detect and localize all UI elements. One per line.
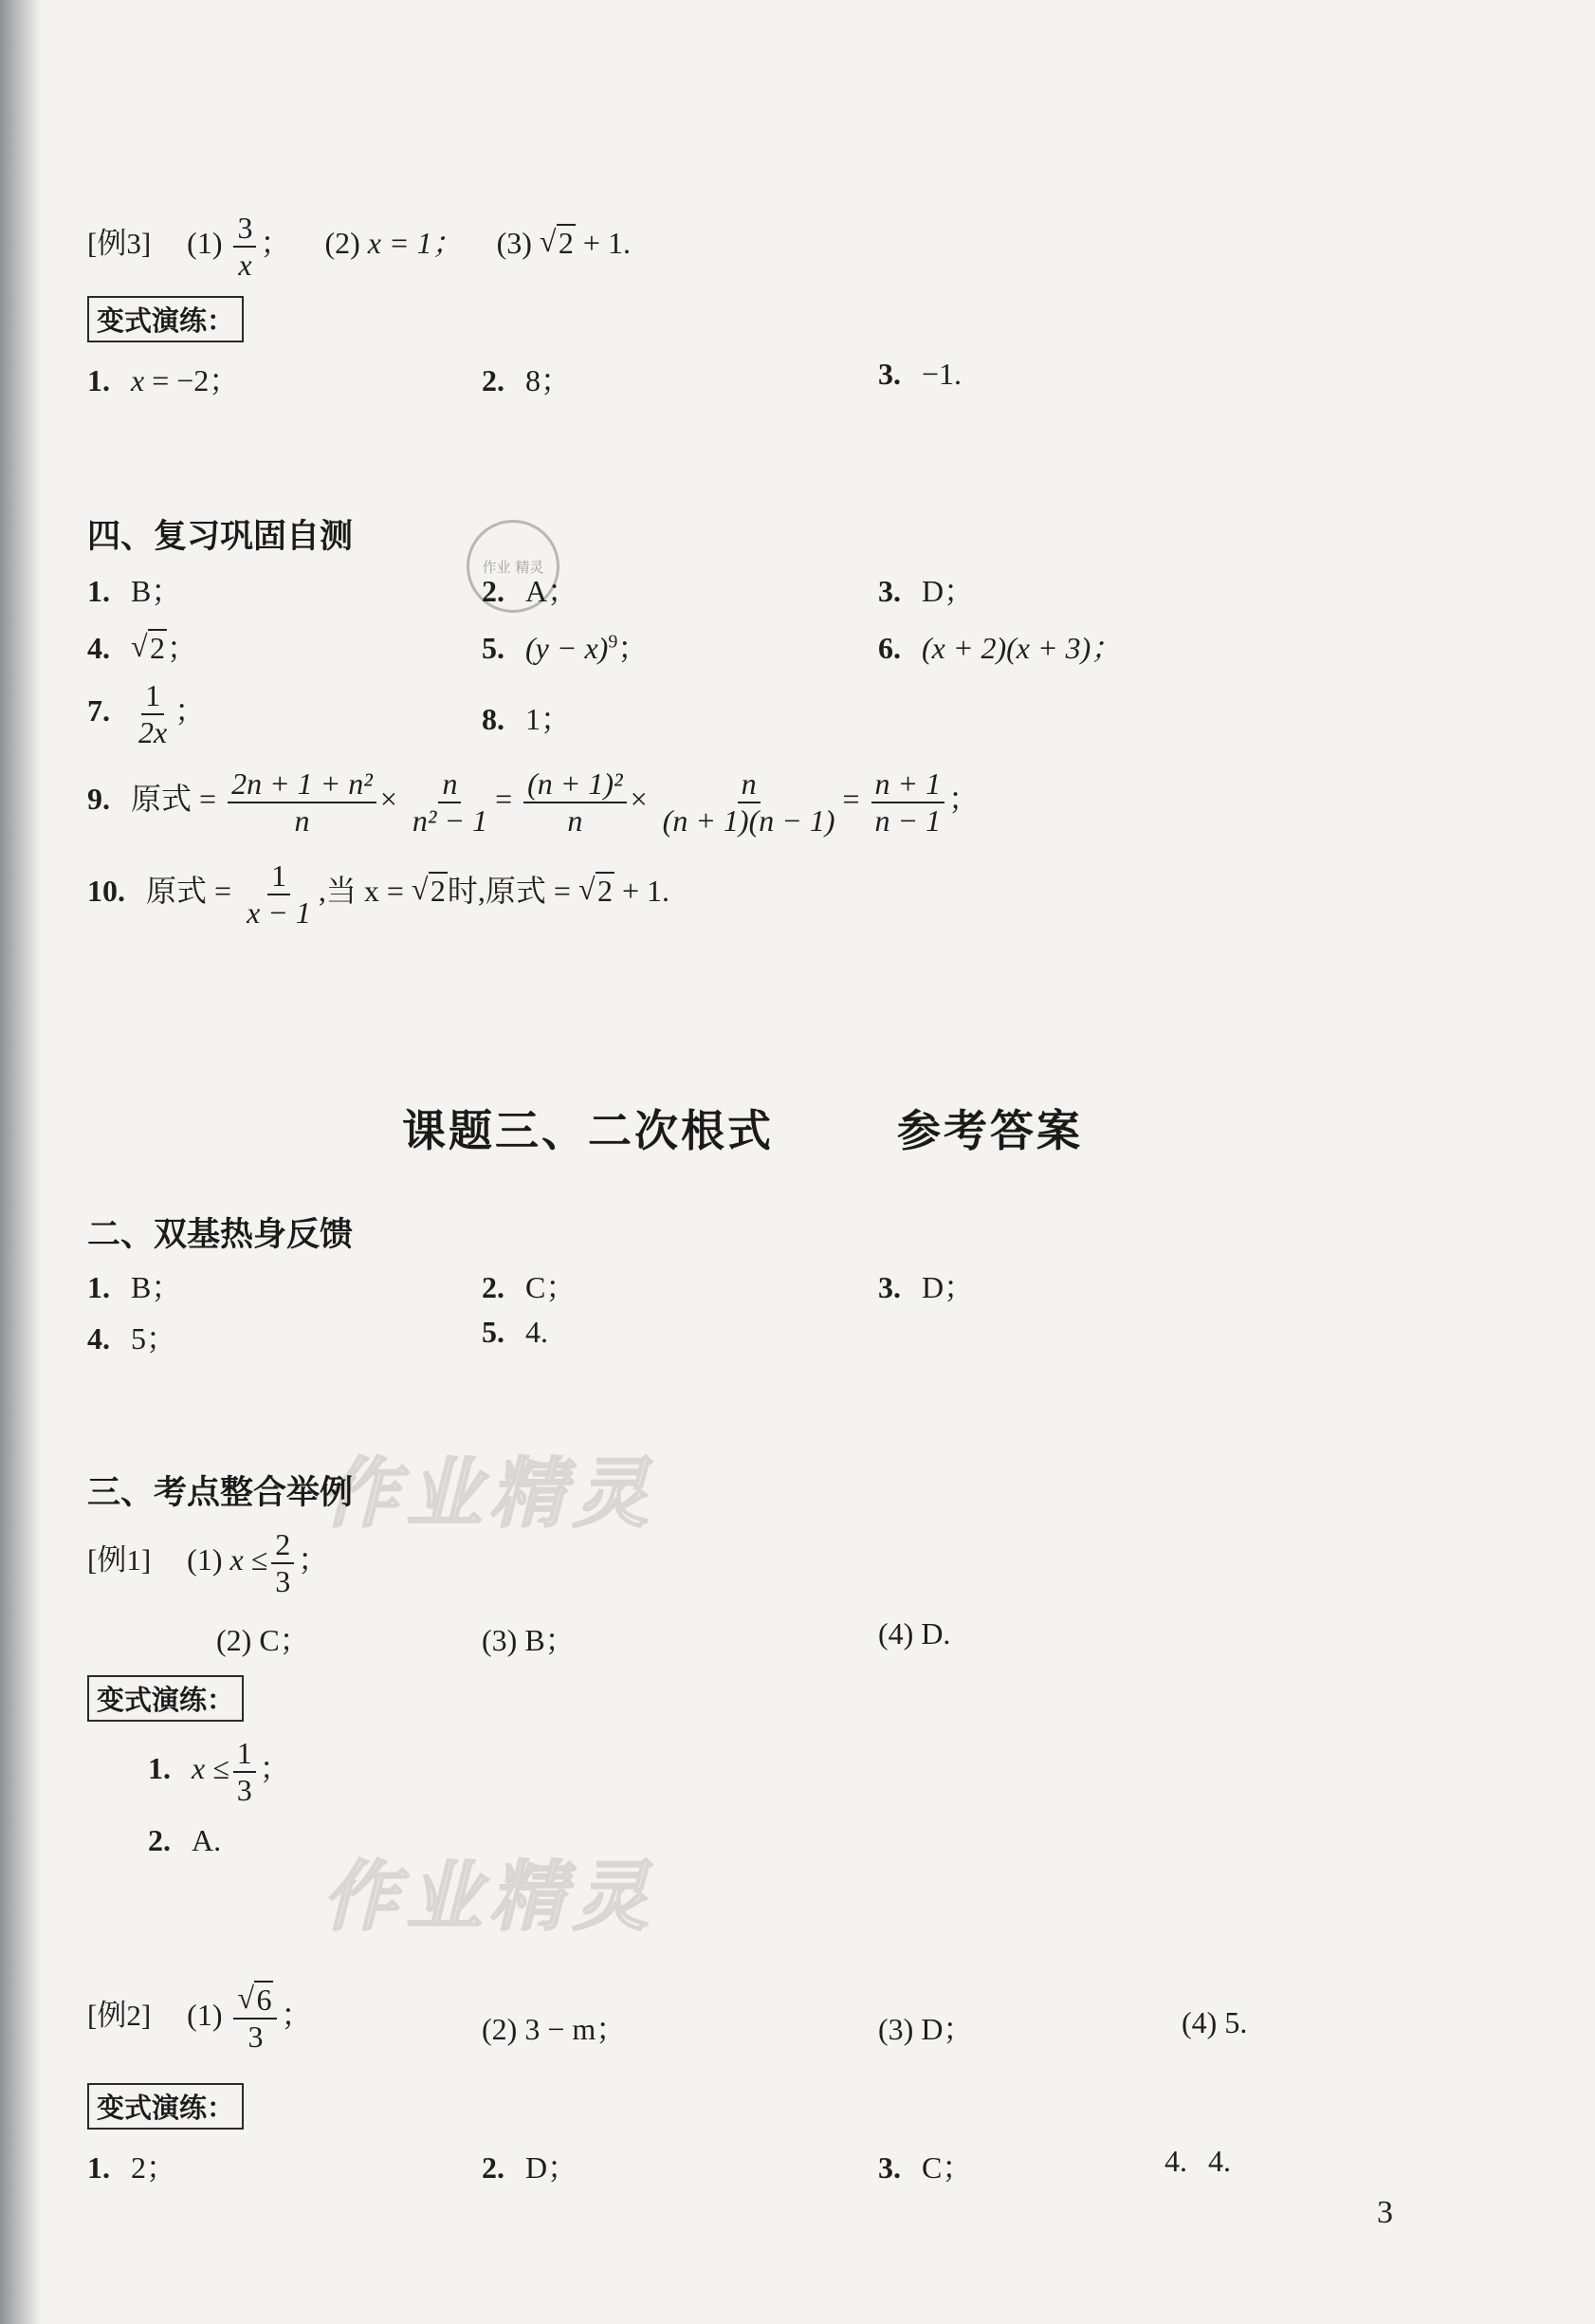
list-item: 3. D； (878, 1270, 975, 1304)
fraction: $\frac{3}{x}$ (233, 211, 256, 283)
page-number: 3 (1377, 2195, 1393, 2230)
watermark: 作业精灵 (322, 1449, 656, 1538)
example-2-answer: [例2] (1) √ $\frac{6}{3}$ ； (87, 1983, 311, 2055)
fraction: $\frac{1}{3}$ (233, 1736, 256, 1808)
list-item: 5. $(y - x)^9$； (482, 631, 649, 665)
list-item: 3. D； (878, 574, 975, 608)
fraction: $\frac{\text{(n + 1)²}}{n}$ (523, 766, 627, 839)
list-item: 1. x ≤ $\frac{1}{3}$ ； (148, 1736, 290, 1807)
list-item: (2) 3 − m； (482, 2012, 627, 2046)
list-item: 1. B； (87, 574, 182, 608)
example-1-label: [例1] (87, 1543, 152, 1577)
section-heading-warmup: 二、双基热身反馈 (87, 1216, 354, 1254)
list-item: (2) C； (216, 1623, 310, 1657)
list-item: (3) B； (482, 1623, 576, 1657)
example-3-label: [例3] (87, 227, 152, 261)
example-1-answer: [例1] (1) x ≤ $\frac{2}{3}$ ； (87, 1527, 329, 1598)
radical: √ 2 (540, 226, 576, 261)
fraction: $\frac{n}{(n + 1)(n - 1)}$ (662, 766, 835, 838)
fraction: $\frac{n}{\text{n² − 1}}$ (412, 766, 488, 838)
section-heading-examples: 三、考点整合举例 (87, 1474, 354, 1512)
example-3-answer: [例3] (1) $\frac{3}{x}$ ； (2) x = 1； (3) √ 2 + 1. (87, 211, 631, 283)
practice-label-box: 变式演练： (87, 296, 244, 342)
list-item: 2. A. (148, 1823, 222, 1857)
practice-label-box: 变式演练： (87, 2083, 244, 2130)
list-item: 1. x = −2； (87, 363, 240, 397)
fraction: $\frac{1}{2x}$ (138, 678, 168, 749)
practice-label-box: 变式演练： (87, 1675, 244, 1722)
list-item: 2. C； (482, 1270, 577, 1304)
list-item: 2. D； (482, 2150, 578, 2185)
list-item: 7. $\frac{1}{2x}$ ； (87, 678, 206, 749)
list-item: 8. 1； (482, 702, 572, 736)
list-item: 2. 8； (482, 363, 572, 397)
fraction: $\frac{n + 1}{n - 1}$ (871, 766, 945, 839)
lesson-title: 课题三、二次根式 (402, 1105, 774, 1156)
watermark: 作业精灵 (322, 1853, 656, 1941)
list-item: 4. 5； (87, 1321, 177, 1356)
fraction: √ $\frac{6}{3}$ (233, 1983, 277, 2055)
list-item: 4. 4. (1164, 2144, 1231, 2178)
list-item: 1. B； (87, 1270, 182, 1304)
list-item: (4) D. (878, 1616, 951, 1651)
section-heading-review: 四、复习巩固自测 (87, 518, 354, 556)
list-item: (3) D； (878, 2012, 974, 2046)
fraction: $\frac{2}{3}$ (271, 1527, 294, 1599)
list-item: 5. 4. (482, 1315, 548, 1349)
radical: √ 6 (237, 1983, 273, 2018)
list-item: 3. −1. (878, 357, 962, 391)
list-item: 1. 2； (87, 2150, 177, 2185)
list-item: 9. 原式 = $\frac{\text{2n + 1 + n²}}{n}$ × $\frac{n}{\text{n² − 1}}$ = $\frac{\text{(n + 1)²}}{n}$ × $\frac{n}{(n + 1)(n - 1)}$ = $\frac{n + 1}{n - 1}$ ； (87, 766, 980, 838)
list-item: 4.√ 2； (87, 624, 197, 668)
list-item: 3. C； (878, 2150, 973, 2185)
watermark-seal: 作业 精灵 (467, 520, 559, 613)
fraction: $\frac{1}{x - 1}$ (247, 858, 311, 930)
radical: √ 2 (578, 874, 614, 909)
example-2-label: [例2] (87, 1999, 152, 2033)
book-spine-shadow (0, 0, 42, 2324)
list-item: 2. A； (482, 574, 578, 608)
fraction: $\frac{\text{2n + 1 + n²}}{n}$ (228, 766, 376, 839)
list-item: (4) 5. (1182, 2005, 1248, 2039)
list-item: 10. 原式 = $\frac{1}{x - 1}$ ,当 x = √ 2时,原式 = √ 2 + 1. (87, 858, 669, 931)
list-item: 6. (x + 2)(x + 3)； (878, 631, 1122, 665)
answer-key-title: 参考答案 (897, 1105, 1083, 1156)
radical: √ 2 (412, 874, 448, 909)
radical: √ 2 (131, 631, 167, 666)
